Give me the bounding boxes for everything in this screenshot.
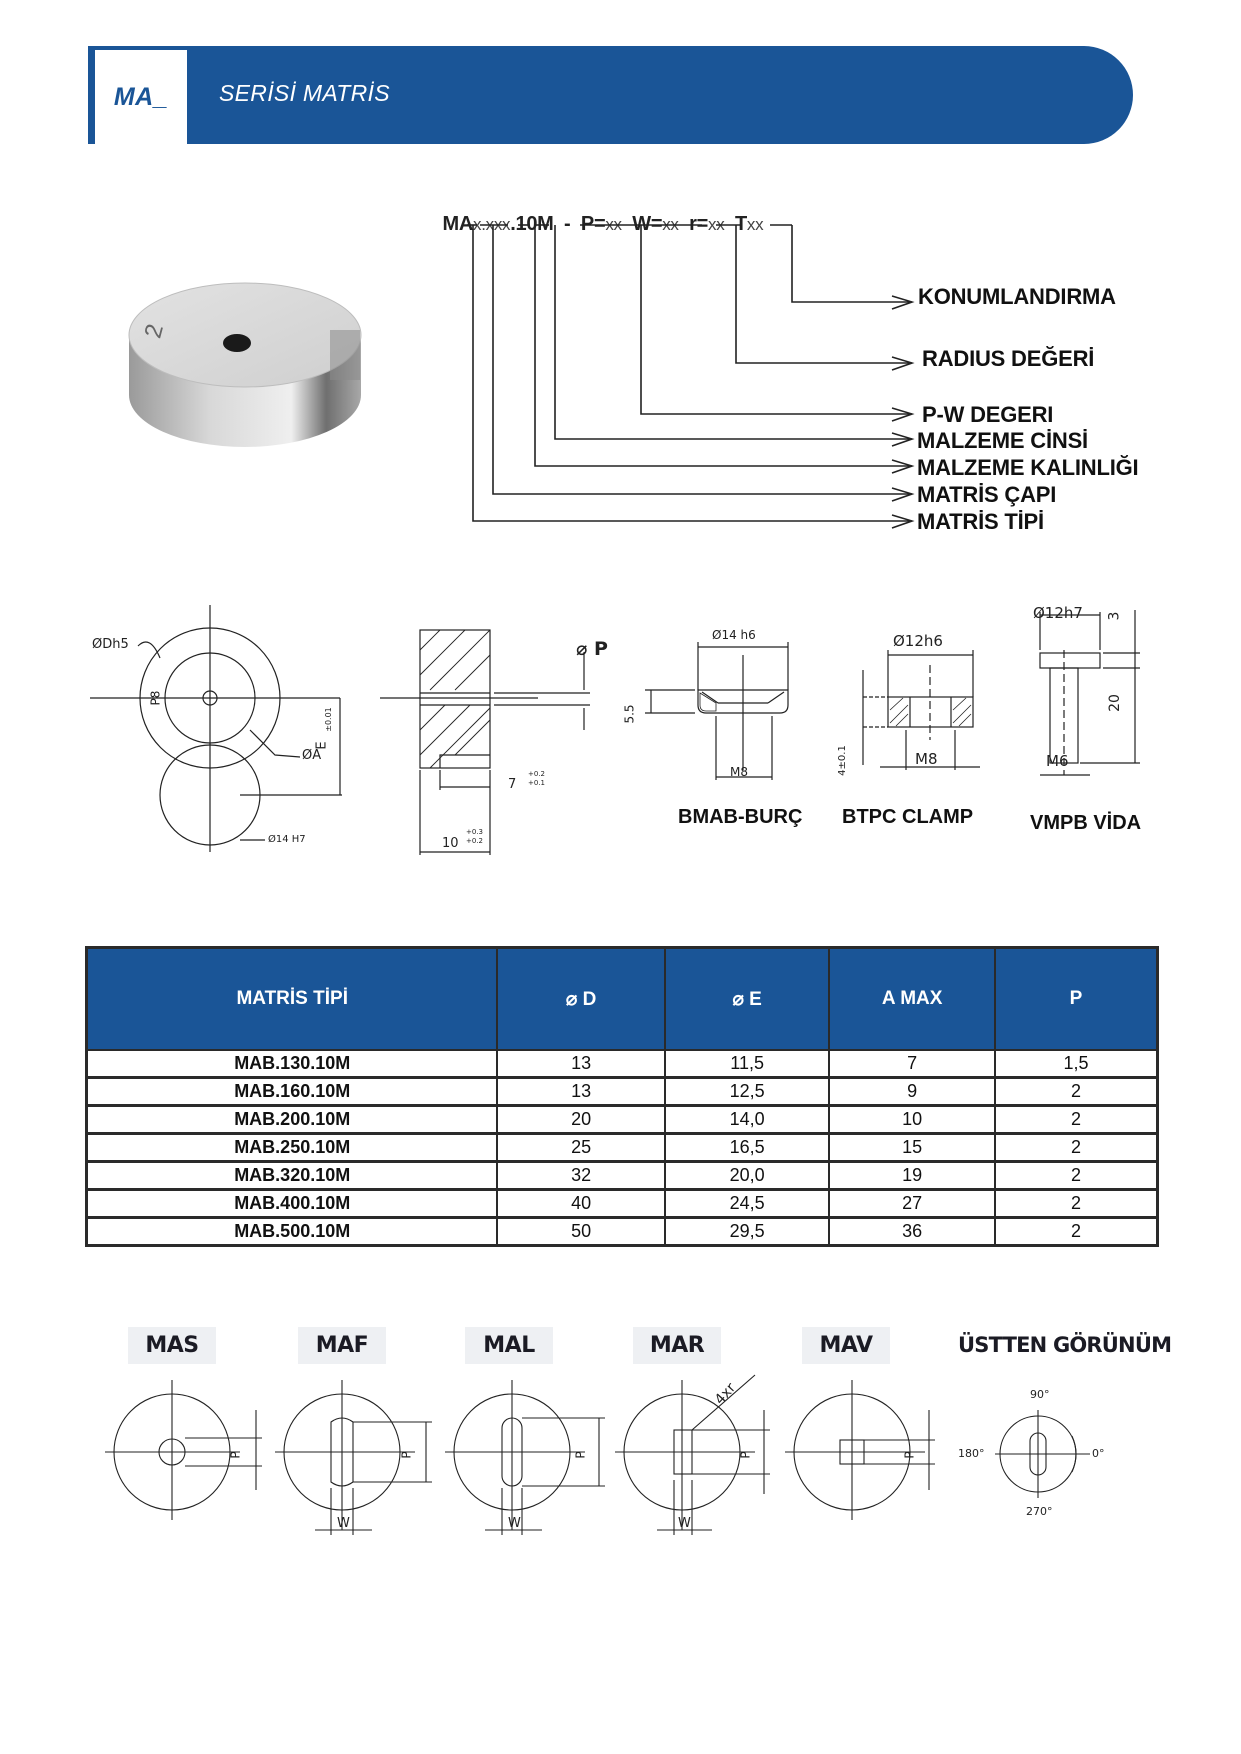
- mav-drawing: [785, 1380, 935, 1520]
- cell-amax: 36: [829, 1218, 995, 1246]
- front-dia-lower-label: Ø14 H7: [268, 834, 306, 845]
- col-header-amax: A MAX: [829, 948, 995, 1051]
- angle-90: 90°: [1030, 1388, 1050, 1401]
- legend-pw: P-W DEGERI: [922, 402, 1054, 427]
- spec-table: [85, 946, 1159, 1247]
- code-seg-w: xx: [662, 215, 679, 234]
- mar-p-label: P: [738, 1451, 753, 1459]
- cell-amax: 10: [829, 1106, 995, 1134]
- code-seg-t-label: T: [724, 213, 747, 235]
- legend-malzeme-cinsi: MALZEME CİNSİ: [917, 428, 1088, 453]
- angle-270: 270°: [1026, 1505, 1053, 1518]
- top-view-drawing: [995, 1410, 1090, 1498]
- bmab-drawing: [645, 642, 788, 780]
- bmab-thread-label: M8: [730, 765, 748, 779]
- front-dia-inner-label: ØA: [302, 748, 322, 763]
- btpc-height-label: 4±0.1: [836, 745, 848, 776]
- mas-drawing: [105, 1380, 262, 1520]
- cell-type: MAB.400.10M: [87, 1190, 498, 1218]
- cell-amax: 7: [829, 1050, 995, 1078]
- bmab-dia-label: Ø14 h6: [712, 628, 756, 642]
- mal-p-label: P: [573, 1451, 588, 1459]
- bmab-height-label: 5.5: [622, 704, 637, 724]
- cell-amax: 27: [829, 1190, 995, 1218]
- cell-d: 32: [497, 1162, 664, 1190]
- code-seg-mat: .10M - P=: [510, 213, 606, 235]
- section-dim-7-tol-lower: +0.1: [528, 779, 545, 787]
- cell-e: 24,5: [665, 1190, 830, 1218]
- legend-matris-tipi: MATRİS TİPİ: [917, 509, 1044, 534]
- front-p-label: P8: [148, 690, 163, 706]
- cell-e: 16,5: [665, 1134, 830, 1162]
- section-dim-7: 7: [508, 777, 517, 792]
- vmpb-drawing: [1040, 610, 1140, 775]
- legend-konumlandirma: KONUMLANDIRMA: [918, 284, 1116, 309]
- table-row: [87, 1218, 1158, 1246]
- front-dia-outer-label: ØDh5: [92, 637, 129, 652]
- section-dim-10-tol-lower: +0.2: [466, 837, 483, 845]
- cell-type: MAB.200.10M: [87, 1106, 498, 1134]
- cell-e: 29,5: [665, 1218, 830, 1246]
- legend-radius: RADIUS DEĞERİ: [922, 346, 1095, 371]
- variant-tag-mal: MAL: [465, 1327, 553, 1364]
- col-header-e: ⌀ E: [665, 948, 830, 1051]
- btpc-dia-label: Ø12h6: [893, 632, 943, 650]
- cell-amax: 15: [829, 1134, 995, 1162]
- cell-e: 11,5: [665, 1050, 830, 1078]
- cell-d: 13: [497, 1078, 664, 1106]
- vmpb-length-label: 20: [1106, 694, 1123, 712]
- variant-tag-mav: MAV: [802, 1327, 890, 1364]
- cell-type: MAB.320.10M: [87, 1162, 498, 1190]
- vmpb-head-label: 3: [1106, 611, 1123, 621]
- series-code: MA_: [113, 82, 169, 111]
- table-row: [87, 1134, 1158, 1162]
- btpc-name: BTPC CLAMP: [842, 806, 974, 828]
- section-dim-7-tol-upper: +0.2: [528, 770, 545, 778]
- cell-type: MAB.160.10M: [87, 1078, 498, 1106]
- code-seg-r: xx: [708, 215, 725, 234]
- table-row: [87, 1190, 1158, 1218]
- vmpb-name: VMPB VİDA: [1030, 812, 1142, 834]
- cell-d: 50: [497, 1218, 664, 1246]
- cell-p: 2: [995, 1106, 1158, 1134]
- cell-p: 1,5: [995, 1050, 1158, 1078]
- cell-type: MAB.250.10M: [87, 1134, 498, 1162]
- section-view-drawing: [380, 630, 590, 855]
- cell-p: 2: [995, 1162, 1158, 1190]
- cell-p: 2: [995, 1218, 1158, 1246]
- code-seg-p: xx: [605, 215, 622, 234]
- table-row: [87, 1050, 1158, 1078]
- mal-w-label: W: [508, 1516, 521, 1531]
- cell-type: MAB.500.10M: [87, 1218, 498, 1246]
- variant-drawings: [0, 1370, 1241, 1550]
- cell-e: 14,0: [665, 1106, 830, 1134]
- legend-malzeme-kalinligi: MALZEME KALINLIĞI: [917, 455, 1139, 480]
- code-seg-t: xx: [746, 215, 764, 234]
- maf-p-label: P: [399, 1451, 414, 1459]
- mar-w-label: W: [678, 1516, 691, 1531]
- mas-p-label: P: [228, 1451, 243, 1459]
- front-e-label: E: [314, 741, 330, 750]
- cell-p: 2: [995, 1078, 1158, 1106]
- table-header-row: [87, 948, 1158, 1051]
- col-header-type: MATRİS TİPİ: [87, 948, 498, 1051]
- section-dim-10-tol-upper: +0.3: [466, 828, 483, 836]
- legend-matris-capi: MATRİS ÇAPI: [917, 482, 1057, 507]
- table-row: [87, 1078, 1158, 1106]
- cell-d: 13: [497, 1050, 664, 1078]
- code-seg-r-label: r=: [678, 213, 709, 235]
- variant-tag-maf: MAF: [298, 1327, 386, 1364]
- engraved-mark: 2: [139, 321, 169, 342]
- cell-e: 12,5: [665, 1078, 830, 1106]
- btpc-thread-label: M8: [915, 750, 938, 768]
- code-seg-ma: MA: [442, 213, 474, 235]
- col-header-d: ⌀ D: [497, 948, 664, 1051]
- variant-tag-mar: MAR: [633, 1327, 721, 1364]
- top-view-title: ÜSTTEN GÖRÜNÜM: [958, 1333, 1172, 1357]
- cell-e: 20,0: [665, 1162, 830, 1190]
- cell-d: 20: [497, 1106, 664, 1134]
- table-row: [87, 1106, 1158, 1134]
- cell-d: 40: [497, 1190, 664, 1218]
- variant-tag-mas: MAS: [128, 1327, 216, 1364]
- section-p-label: ⌀ P: [576, 638, 608, 660]
- bmab-name: BMAB-BURÇ: [678, 806, 803, 828]
- col-header-p: P: [995, 948, 1158, 1051]
- code-seg-w-label: W=: [621, 213, 663, 235]
- cell-amax: 19: [829, 1162, 995, 1190]
- maf-w-label: W: [337, 1516, 350, 1531]
- cell-d: 25: [497, 1134, 664, 1162]
- mar-radius-note: 4xr: [711, 1380, 740, 1408]
- mav-p-label: P: [902, 1451, 917, 1459]
- cell-type: MAB.130.10M: [87, 1050, 498, 1078]
- cell-p: 2: [995, 1190, 1158, 1218]
- section-dim-10: 10: [442, 836, 459, 851]
- cell-amax: 9: [829, 1078, 995, 1106]
- table-row: [87, 1162, 1158, 1190]
- cell-p: 2: [995, 1134, 1158, 1162]
- code-seg-dia: x.xxx: [473, 215, 511, 234]
- page-title: SERİSİ MATRİS: [219, 80, 390, 106]
- front-e-tol: ±0.01: [323, 707, 333, 732]
- angle-180: 180°: [958, 1447, 985, 1460]
- technical-drawings: [0, 590, 1241, 880]
- vmpb-dia-label: Ø12h7: [1033, 604, 1083, 622]
- vmpb-thread-label: M6: [1046, 752, 1069, 770]
- angle-0: 0°: [1092, 1447, 1105, 1460]
